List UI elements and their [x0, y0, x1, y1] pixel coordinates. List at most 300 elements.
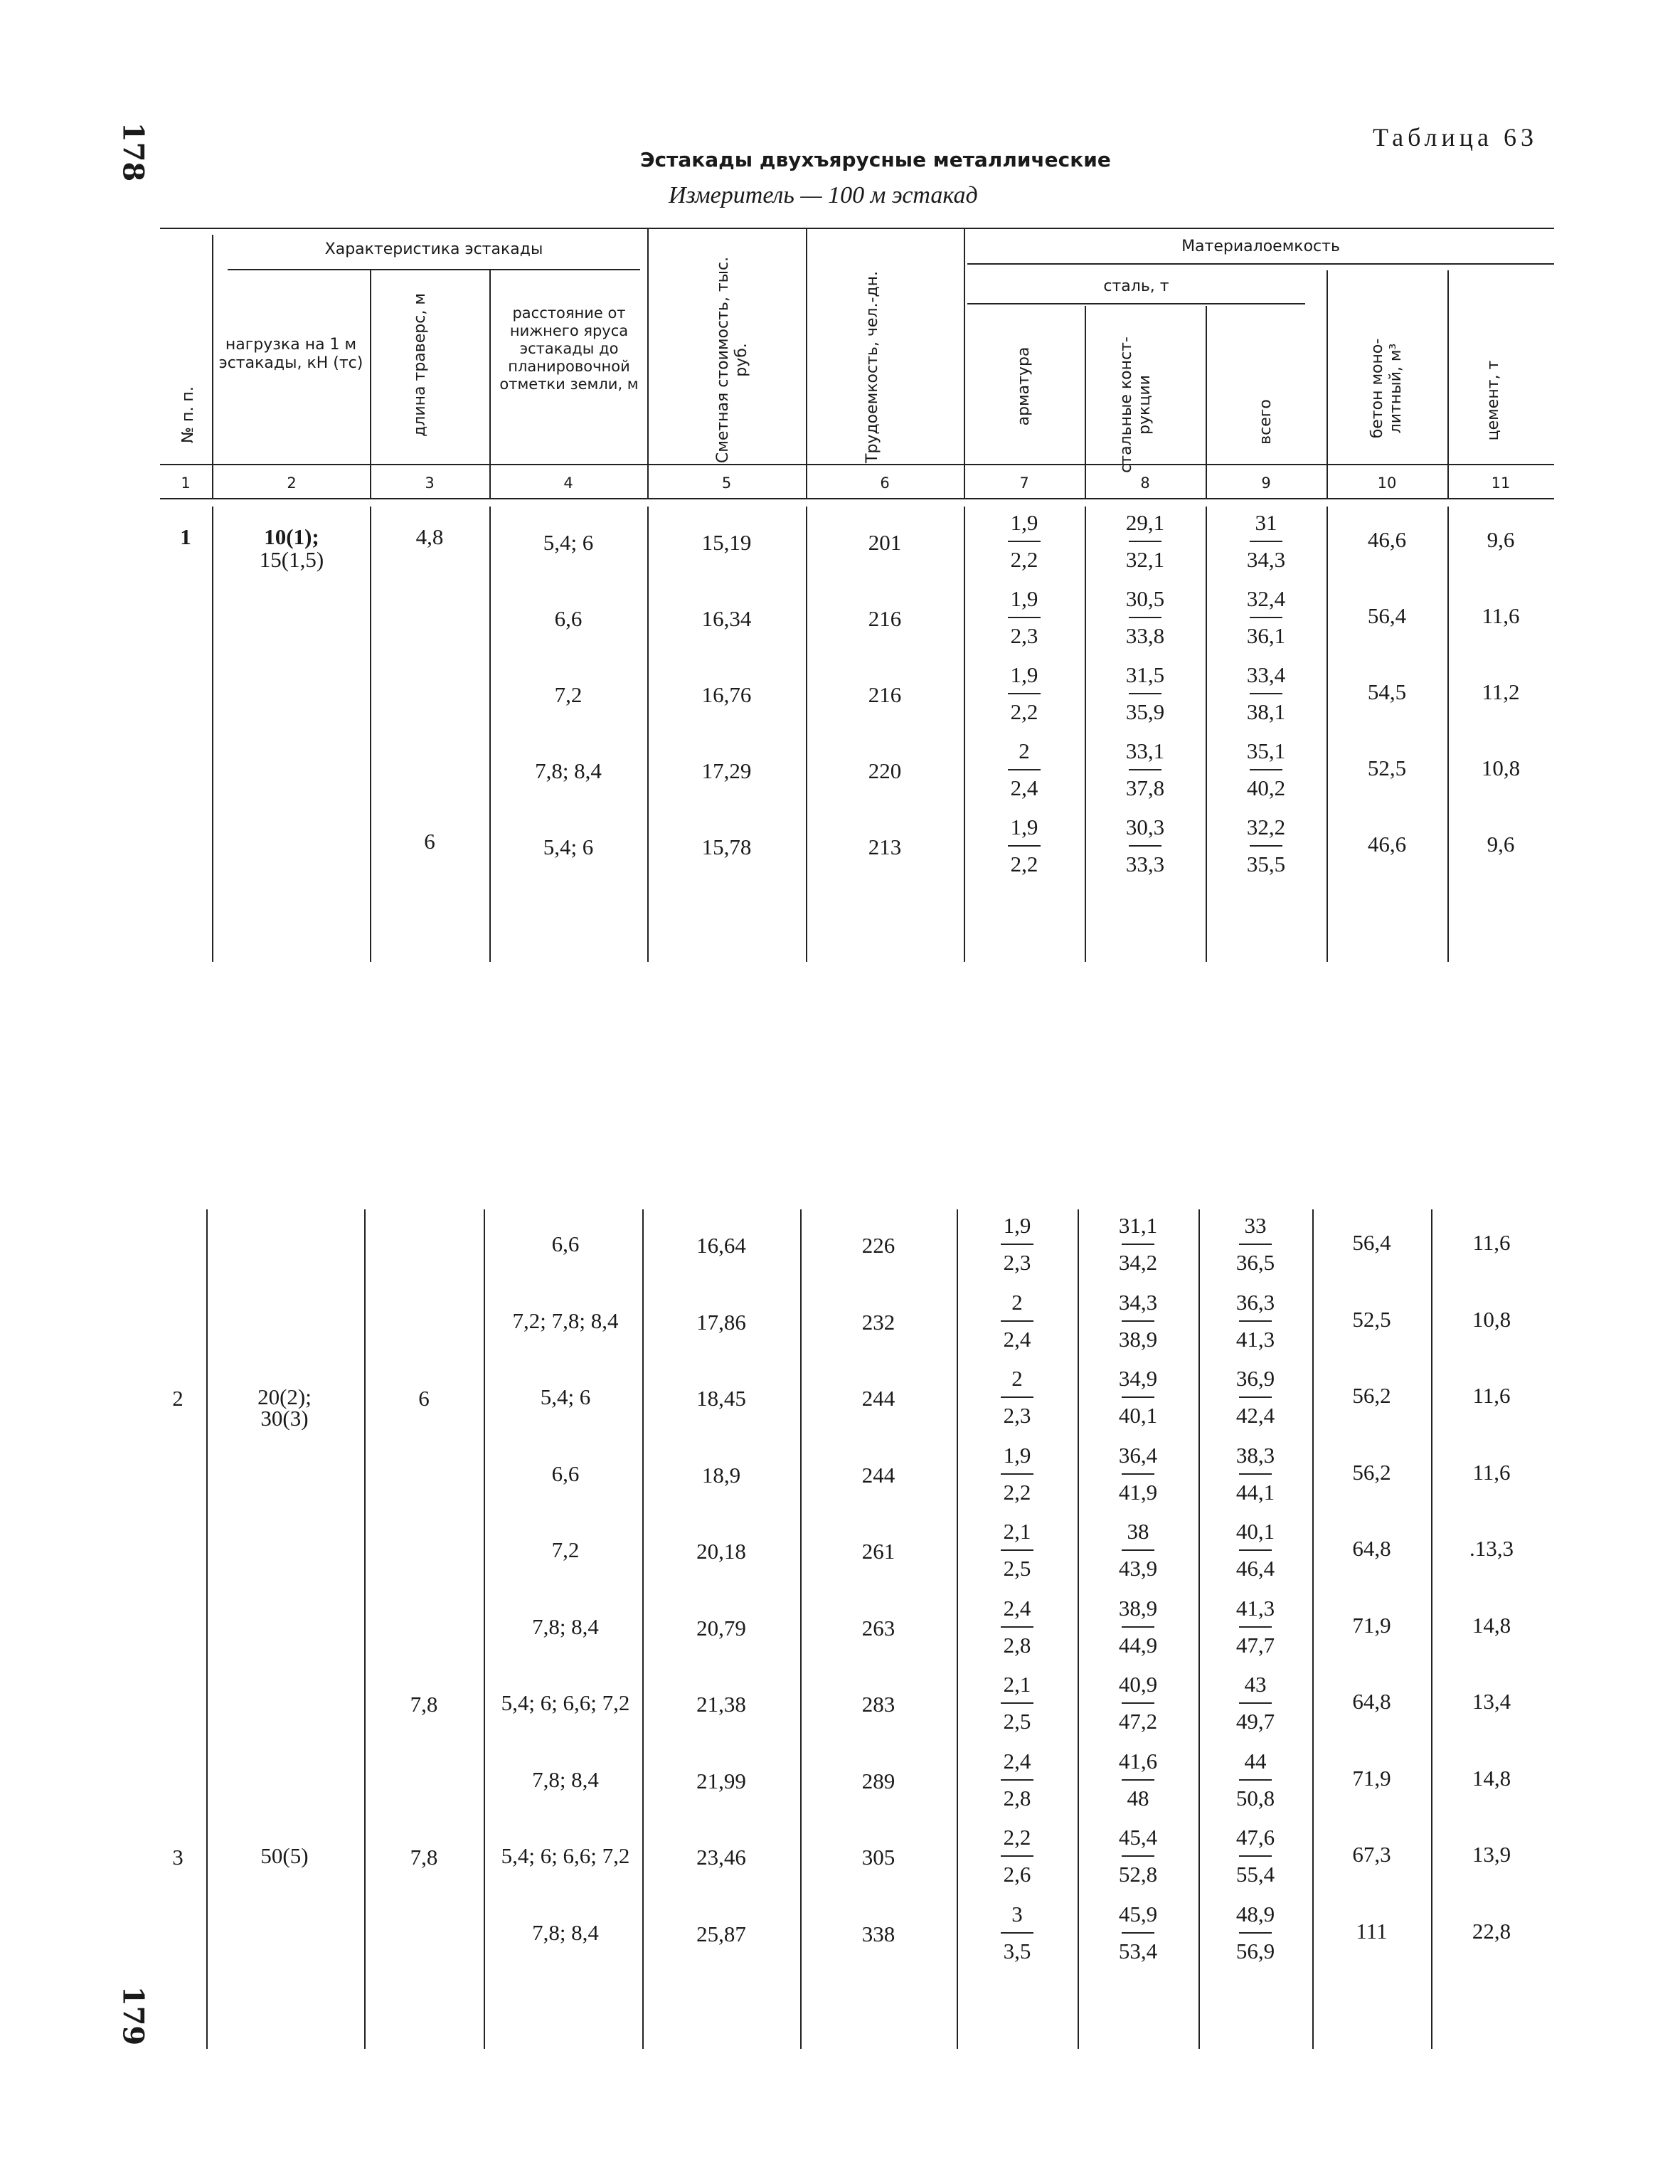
denominator: 40,2 — [1246, 775, 1286, 800]
labor-value: 244 — [861, 1462, 895, 1488]
labor-value: 261 — [861, 1539, 895, 1564]
colnum-9: 9 — [1261, 475, 1271, 492]
concrete-value: 56,4 — [1367, 603, 1407, 628]
denominator: 32,1 — [1125, 547, 1165, 572]
labor-value: 213 — [868, 834, 902, 859]
vline-5 — [806, 229, 807, 498]
numerator: 30,3 — [1125, 815, 1165, 839]
fraction-bar — [1122, 1855, 1154, 1857]
fraction-bar — [1001, 1626, 1033, 1628]
fraction-bar — [1122, 1244, 1154, 1245]
denominator: 2,8 — [1003, 1632, 1031, 1658]
cement-value: 9,6 — [1487, 832, 1515, 857]
cement-value: 13,9 — [1472, 1842, 1511, 1867]
row-number: 1 — [180, 524, 191, 549]
row-number: 3 — [172, 1845, 184, 1870]
fraction-bar — [1239, 1549, 1272, 1551]
fraction-bar — [1239, 1626, 1272, 1628]
numerator: 38 — [1127, 1519, 1149, 1544]
steel-struct-fraction — [1095, 1290, 1181, 1352]
vline-3 — [489, 270, 491, 498]
fraction-bar — [1239, 1779, 1272, 1781]
denominator: 34,2 — [1118, 1250, 1158, 1275]
traverse-length: 7,8 — [410, 1845, 438, 1870]
cost-value: 21,38 — [696, 1692, 746, 1717]
header-concrete: бетон моно-литный, м³ — [1368, 338, 1405, 439]
steel-struct-fraction — [1095, 1749, 1181, 1811]
cost-value: 25,87 — [696, 1921, 746, 1946]
denominator: 40,1 — [1118, 1403, 1158, 1428]
bottom-vline-7 — [1078, 1209, 1079, 2049]
labor-value: 220 — [868, 758, 902, 783]
steel-struct-fraction — [1095, 1443, 1181, 1505]
numerator: 2,1 — [1003, 1672, 1031, 1697]
numerator: 45,9 — [1118, 1901, 1158, 1926]
cement-value: 11,6 — [1472, 1459, 1511, 1485]
cost-value: 15,78 — [701, 834, 752, 859]
fraction-bar — [1239, 1473, 1272, 1475]
fraction-bar — [1122, 1932, 1154, 1934]
body-vline-4 — [647, 507, 649, 962]
vline-6 — [964, 229, 965, 498]
header-load: нагрузка на 1 м эстакады, кН (тс) — [218, 336, 363, 372]
numerator: 44 — [1244, 1748, 1267, 1774]
numerator: 34,3 — [1118, 1289, 1158, 1315]
colnum-3: 3 — [425, 475, 435, 492]
header-cement: цемент, т — [1484, 360, 1502, 441]
header-sub-rule-char — [228, 269, 640, 270]
fraction-bar — [1008, 541, 1041, 542]
numerator: 41,3 — [1235, 1595, 1275, 1621]
concrete-value: 71,9 — [1352, 1612, 1391, 1638]
body-vline-7 — [1085, 507, 1086, 962]
numerator: 36,9 — [1235, 1366, 1275, 1391]
header-no: № п. п. — [179, 386, 197, 443]
fraction-bar — [1122, 1702, 1154, 1704]
numerator: 2 — [1019, 738, 1030, 763]
distance-value: 5,4; 6 — [540, 1384, 591, 1409]
header-total: всего — [1257, 399, 1275, 445]
cost-value: 16,64 — [696, 1233, 746, 1258]
cost-value: 23,46 — [696, 1845, 746, 1870]
fraction-bar — [1001, 1549, 1033, 1551]
load-value: 20(2); 30(3) — [257, 1384, 312, 1431]
steel-total-fraction — [1213, 1825, 1298, 1887]
colnum-11: 11 — [1491, 475, 1511, 492]
denominator: 56,9 — [1235, 1938, 1275, 1963]
numerator: 33,1 — [1125, 738, 1165, 763]
labor-value: 216 — [868, 606, 902, 631]
steel-struct-fraction — [1095, 1596, 1181, 1658]
table-title: Эстакады двухъярусные металлические — [640, 148, 1111, 171]
denominator: 55,4 — [1235, 1862, 1275, 1887]
numerator: 32,2 — [1246, 815, 1286, 839]
distance-value: 6,6 — [554, 606, 583, 631]
header-steel: сталь, т — [1103, 277, 1169, 295]
fraction-bar — [1001, 1702, 1033, 1704]
labor-value: 338 — [861, 1921, 895, 1946]
fraction-bar — [1250, 617, 1282, 618]
rebar-fraction — [974, 1902, 1060, 1963]
labor-value: 283 — [861, 1692, 895, 1717]
vline-2 — [370, 270, 371, 498]
steel-total-fraction — [1213, 1596, 1298, 1658]
fraction-bar — [1001, 1932, 1033, 1934]
concrete-value: 71,9 — [1352, 1765, 1391, 1791]
steel-total-fraction — [1213, 1902, 1298, 1963]
concrete-value: 52,5 — [1352, 1306, 1391, 1332]
steel-total-fraction — [1223, 815, 1309, 876]
table-subtitle: Измеритель — 100 м эстакад — [669, 182, 978, 208]
numerator: 38,9 — [1118, 1595, 1158, 1621]
denominator: 44,1 — [1235, 1479, 1275, 1505]
header-cost: Сметная стоимость, тыс. руб. — [714, 256, 750, 464]
header-materials: Материалоемкость — [1181, 238, 1340, 255]
numerator: 2,4 — [1003, 1748, 1031, 1774]
fraction-bar — [1001, 1779, 1033, 1781]
denominator: 48 — [1127, 1785, 1149, 1811]
denominator: 2,2 — [1003, 1479, 1031, 1505]
denominator: 47,7 — [1235, 1632, 1275, 1658]
distance-value: 7,2 — [554, 682, 583, 707]
colnum-6: 6 — [880, 475, 890, 492]
steel-total-fraction — [1213, 1520, 1298, 1581]
denominator: 44,9 — [1118, 1632, 1158, 1658]
header-labor: Трудоемкость, чел.-дн. — [863, 271, 881, 463]
header-top-rule — [160, 228, 1554, 229]
numerator: 2 — [1011, 1289, 1023, 1315]
rebar-fraction — [974, 1596, 1060, 1658]
steel-struct-fraction — [1095, 1520, 1181, 1581]
rebar-fraction — [982, 663, 1067, 724]
concrete-value: 56,4 — [1352, 1230, 1391, 1255]
labor-value: 201 — [868, 530, 902, 555]
numerator: 2,4 — [1003, 1595, 1031, 1621]
fraction-bar — [1001, 1320, 1033, 1322]
denominator: 35,9 — [1125, 699, 1165, 724]
steel-struct-fraction — [1102, 739, 1188, 800]
fraction-bar — [1129, 845, 1161, 847]
fraction-bar — [1129, 617, 1161, 618]
page-number-178: 178 — [116, 122, 150, 182]
body-vline-5 — [806, 507, 807, 962]
steel-struct-fraction — [1095, 1673, 1181, 1734]
header-bottom-rule — [160, 464, 1554, 465]
denominator: 2,2 — [1010, 547, 1038, 572]
distance-value: 7,8; 8,4 — [532, 1766, 599, 1792]
numerator: 33 — [1244, 1213, 1267, 1238]
load-value: 50(5) — [260, 1843, 309, 1868]
denominator: 3,5 — [1003, 1938, 1031, 1963]
distance-value: 7,2; 7,8; 8,4 — [512, 1308, 619, 1333]
distance-value: 6,6 — [551, 1231, 580, 1256]
cement-value: 10,8 — [1472, 1306, 1511, 1332]
denominator: 41,9 — [1118, 1479, 1158, 1505]
fraction-bar — [1250, 769, 1282, 770]
vline-7 — [1085, 306, 1086, 498]
concrete-value: 64,8 — [1352, 1536, 1391, 1561]
steel-total-fraction — [1223, 739, 1309, 800]
numerator: 38,3 — [1235, 1442, 1275, 1468]
rebar-fraction — [982, 815, 1067, 876]
rebar-fraction — [982, 511, 1067, 572]
vline-9 — [1327, 270, 1328, 498]
fraction-bar — [1239, 1244, 1272, 1245]
concrete-value: 46,6 — [1367, 527, 1407, 552]
body-vline-3 — [489, 507, 491, 962]
denominator: 2,5 — [1003, 1709, 1031, 1734]
fraction-bar — [1122, 1549, 1154, 1551]
vline-4 — [647, 229, 649, 498]
steel-struct-fraction — [1095, 1825, 1181, 1887]
fraction-bar — [1008, 693, 1041, 694]
bottom-vline-1 — [206, 1209, 208, 2049]
numerator: 34,9 — [1118, 1366, 1158, 1391]
colnum-bottom-rule — [160, 498, 1554, 499]
steel-struct-fraction — [1095, 1367, 1181, 1428]
colnum-7: 7 — [1019, 475, 1029, 492]
body-vline-1 — [212, 507, 213, 962]
fraction-bar — [1001, 1396, 1033, 1398]
numerator: 1,9 — [1010, 586, 1038, 611]
fraction-bar — [1122, 1779, 1154, 1781]
denominator: 41,3 — [1235, 1326, 1275, 1352]
rebar-fraction — [982, 739, 1067, 800]
labor-value: 216 — [868, 682, 902, 707]
rebar-fraction — [974, 1825, 1060, 1887]
fraction-bar — [1239, 1932, 1272, 1934]
numerator: 40,1 — [1235, 1519, 1275, 1544]
table-label: Таблица 63 — [1373, 123, 1538, 152]
steel-total-fraction — [1213, 1749, 1298, 1811]
cement-value: 13,4 — [1472, 1689, 1511, 1714]
fraction-bar — [1239, 1320, 1272, 1322]
bottom-vline-3 — [484, 1209, 485, 2049]
cement-value: 14,8 — [1472, 1765, 1511, 1791]
body-vline-2 — [370, 507, 371, 962]
fraction-bar — [1129, 693, 1161, 694]
row-number: 2 — [172, 1386, 184, 1411]
labor-value: 305 — [861, 1845, 895, 1870]
numerator: 48,9 — [1235, 1901, 1275, 1926]
header-steel-struct: стальные конст-рукции — [1117, 336, 1154, 473]
concrete-value: 52,5 — [1367, 756, 1407, 780]
fraction-bar — [1250, 693, 1282, 694]
colnum-1: 1 — [181, 475, 191, 492]
cement-value: 11,2 — [1482, 679, 1520, 704]
denominator: 47,2 — [1118, 1709, 1158, 1734]
denominator: 2,8 — [1003, 1785, 1031, 1811]
concrete-value: 67,3 — [1352, 1842, 1391, 1867]
numerator: 1,9 — [1003, 1442, 1031, 1468]
fraction-bar — [1122, 1320, 1154, 1322]
fraction-bar — [1001, 1244, 1033, 1245]
cost-value: 20,18 — [696, 1539, 746, 1564]
concrete-value: 111 — [1356, 1918, 1388, 1944]
denominator: 49,7 — [1235, 1709, 1275, 1734]
denominator: 2,3 — [1010, 623, 1038, 648]
header-sub-rule-mat — [967, 263, 1554, 265]
denominator: 2,3 — [1003, 1403, 1031, 1428]
cement-value: 22,8 — [1472, 1918, 1511, 1944]
concrete-value: 46,6 — [1367, 832, 1407, 857]
numerator: 1,9 — [1010, 815, 1038, 839]
steel-struct-fraction — [1102, 815, 1188, 876]
cost-value: 17,86 — [696, 1309, 746, 1335]
fraction-bar — [1008, 769, 1041, 770]
numerator: 1,9 — [1003, 1213, 1031, 1238]
numerator: 31,5 — [1125, 662, 1165, 687]
traverse-length: 4,8 — [415, 524, 444, 549]
distance-value: 7,8; 8,4 — [535, 758, 602, 783]
header-characteristic: Характеристика эстакады — [324, 240, 543, 258]
cost-value: 18,9 — [701, 1462, 741, 1488]
steel-struct-fraction — [1102, 587, 1188, 648]
fraction-bar — [1239, 1855, 1272, 1857]
header-rebar: арматура — [1015, 346, 1033, 426]
distance-value: 5,4; 6; 6,6; 7,2 — [501, 1690, 630, 1715]
numerator: 1,9 — [1010, 662, 1038, 687]
denominator: 2,6 — [1003, 1862, 1031, 1887]
cost-value: 20,79 — [696, 1615, 746, 1640]
distance-value: 5,4; 6 — [543, 530, 594, 555]
cement-value: 11,6 — [1482, 603, 1520, 628]
traverse-length: 6 — [418, 1386, 430, 1411]
denominator: 2,2 — [1010, 699, 1038, 724]
numerator: 29,1 — [1125, 510, 1165, 535]
numerator: 36,4 — [1118, 1442, 1158, 1468]
numerator: 41,6 — [1118, 1748, 1158, 1774]
cement-value: .13,3 — [1469, 1536, 1514, 1561]
concrete-value: 64,8 — [1352, 1689, 1391, 1714]
header-distance: расстояние от нижнего яруса эстакады до планировочной отметки земли, м — [499, 304, 639, 393]
denominator: 33,3 — [1125, 852, 1165, 876]
steel-struct-fraction — [1095, 1902, 1181, 1963]
fraction-bar — [1129, 541, 1161, 542]
page-number-179: 179 — [116, 1986, 150, 2046]
denominator: 42,4 — [1235, 1403, 1275, 1428]
steel-total-fraction — [1223, 587, 1309, 648]
numerator: 45,4 — [1118, 1825, 1158, 1850]
cost-value: 16,76 — [701, 682, 752, 707]
numerator: 47,6 — [1235, 1825, 1275, 1850]
numerator: 31,1 — [1118, 1213, 1158, 1238]
cost-value: 17,29 — [701, 758, 752, 783]
concrete-value: 54,5 — [1367, 679, 1407, 704]
numerator: 43 — [1244, 1672, 1267, 1697]
colnum-10: 10 — [1377, 475, 1397, 492]
steel-total-fraction — [1213, 1673, 1298, 1734]
labor-value: 289 — [861, 1768, 895, 1793]
steel-struct-fraction — [1095, 1214, 1181, 1275]
distance-value: 7,8; 8,4 — [532, 1613, 599, 1639]
denominator: 34,3 — [1246, 547, 1286, 572]
cement-value: 9,6 — [1487, 527, 1515, 552]
concrete-value: 56,2 — [1352, 1459, 1391, 1485]
vline-10 — [1447, 270, 1449, 498]
distance-value: 6,6 — [551, 1461, 580, 1486]
cost-value: 15,19 — [701, 530, 752, 555]
header-traverse: длина траверс, м — [411, 293, 429, 437]
fraction-bar — [1122, 1396, 1154, 1398]
traverse-length: 6 — [424, 829, 435, 854]
steel-total-fraction — [1223, 663, 1309, 724]
denominator: 2,4 — [1003, 1326, 1031, 1352]
denominator: 33,8 — [1125, 623, 1165, 648]
numerator: 1,9 — [1010, 510, 1038, 535]
cement-value: 10,8 — [1481, 756, 1521, 780]
denominator: 43,9 — [1118, 1556, 1158, 1581]
denominator: 38,1 — [1246, 699, 1286, 724]
rebar-fraction — [982, 587, 1067, 648]
load-value-2: 15(1,5) — [259, 547, 324, 572]
rebar-fraction — [974, 1520, 1060, 1581]
cost-value: 21,99 — [696, 1768, 746, 1793]
denominator: 2,3 — [1003, 1250, 1031, 1275]
denominator: 52,8 — [1118, 1862, 1158, 1887]
concrete-value: 56,2 — [1352, 1383, 1391, 1408]
fraction-bar — [1239, 1396, 1272, 1398]
vline-8 — [1206, 306, 1207, 498]
denominator: 37,8 — [1125, 775, 1165, 800]
steel-total-fraction — [1213, 1367, 1298, 1428]
rebar-fraction — [974, 1367, 1060, 1428]
denominator: 36,5 — [1235, 1250, 1275, 1275]
body-vline-6 — [964, 507, 965, 962]
fraction-bar — [1122, 1473, 1154, 1475]
fraction-bar — [1001, 1473, 1033, 1475]
colnum-5: 5 — [721, 475, 732, 492]
denominator: 2,2 — [1010, 852, 1038, 876]
distance-value: 7,2 — [551, 1537, 580, 1562]
denominator: 2,4 — [1010, 775, 1038, 800]
steel-total-fraction — [1213, 1214, 1298, 1275]
denominator: 38,9 — [1118, 1326, 1158, 1352]
fraction-bar — [1239, 1702, 1272, 1704]
rebar-fraction — [974, 1290, 1060, 1352]
denominator: 50,8 — [1235, 1785, 1275, 1811]
labor-value: 244 — [861, 1386, 895, 1411]
cement-value: 14,8 — [1472, 1612, 1511, 1638]
cost-value: 18,45 — [696, 1386, 746, 1411]
denominator: 46,4 — [1235, 1556, 1275, 1581]
steel-struct-fraction — [1102, 663, 1188, 724]
numerator: 35,1 — [1246, 738, 1286, 763]
rebar-fraction — [974, 1749, 1060, 1811]
numerator: 33,4 — [1246, 662, 1286, 687]
fraction-bar — [1129, 769, 1161, 770]
numerator: 32,4 — [1246, 586, 1286, 611]
numerator: 40,9 — [1118, 1672, 1158, 1697]
numerator: 2,1 — [1003, 1519, 1031, 1544]
distance-value: 5,4; 6 — [543, 834, 594, 859]
bottom-vline-8 — [1198, 1209, 1200, 2049]
fraction-bar — [1008, 617, 1041, 618]
distance-value: 7,8; 8,4 — [532, 1919, 599, 1945]
fraction-bar — [1250, 845, 1282, 847]
colnum-2: 2 — [287, 475, 297, 492]
steel-total-fraction — [1213, 1290, 1298, 1352]
labor-value: 263 — [861, 1615, 895, 1640]
rebar-fraction — [974, 1673, 1060, 1734]
fraction-bar — [1001, 1855, 1033, 1857]
body-vline-8 — [1206, 507, 1207, 962]
header-sub-rule-steel — [967, 303, 1305, 304]
rebar-fraction — [974, 1443, 1060, 1505]
numerator: 2 — [1011, 1366, 1023, 1391]
denominator: 35,5 — [1246, 852, 1286, 876]
colnum-8: 8 — [1140, 475, 1150, 492]
